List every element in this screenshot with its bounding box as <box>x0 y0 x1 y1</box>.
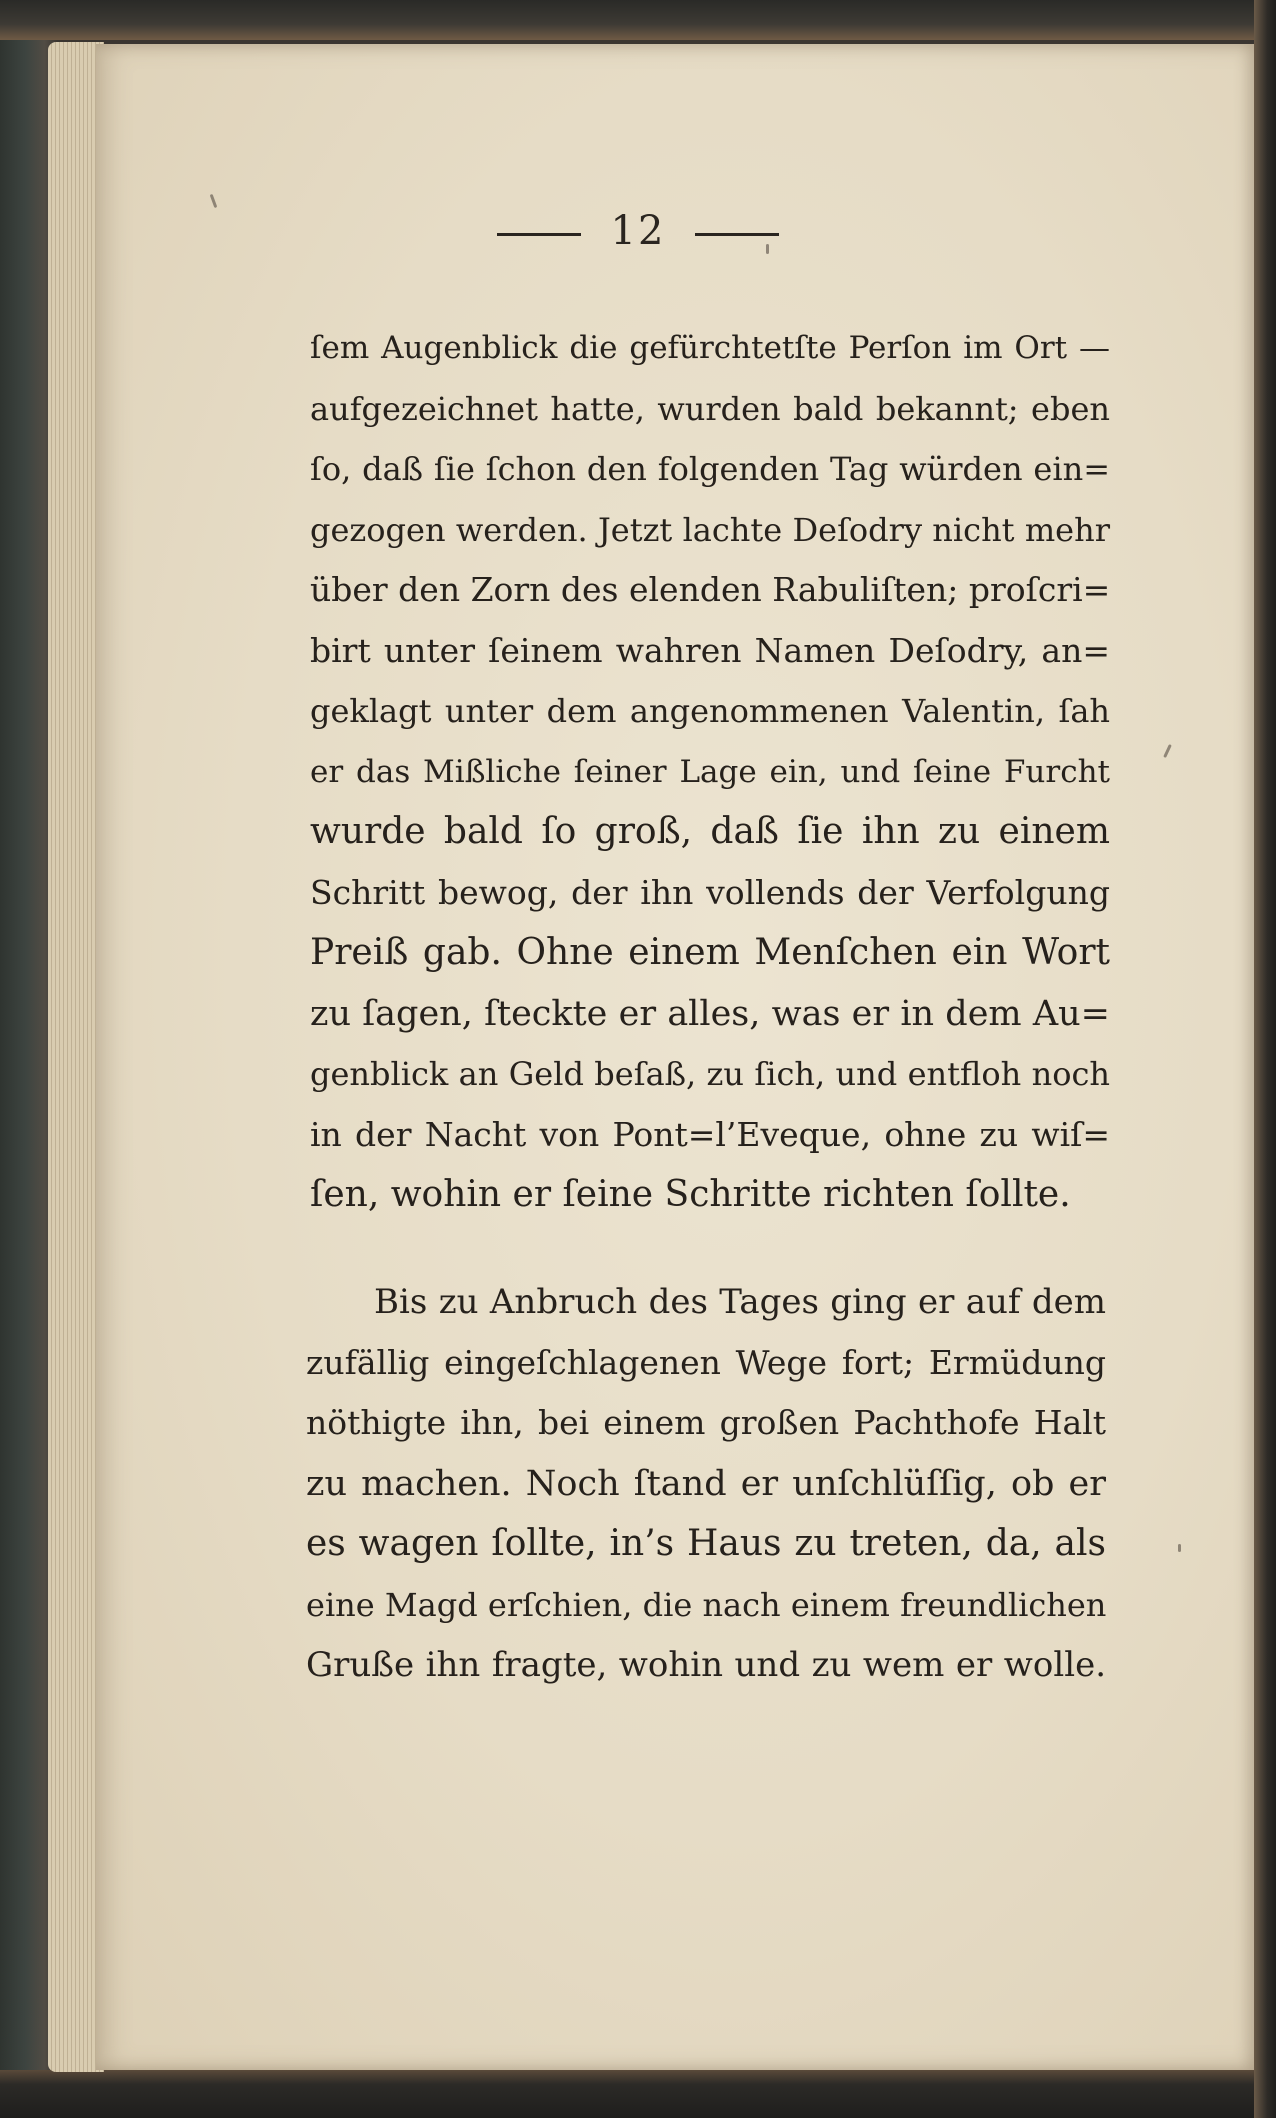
text-line: über den Zorn des elenden Rabuliſten; proſcri= <box>310 570 1111 609</box>
text-line: Preiß gab. Ohne einem Menſchen ein Wort <box>310 932 1110 973</box>
text-line: genblick an Geld beſaß, zu ſich, und entfloh noch <box>310 1055 1110 1093</box>
text-line: zufällig eingeſchlagenen Wege fort; Ermüdung <box>306 1342 1106 1382</box>
text-line: geklagt unter dem angenommenen Valentin, ſah <box>310 692 1110 730</box>
text-line: ſo, daß ſie ſchon den folgenden Tag würden ein= <box>310 450 1110 488</box>
text-line: es wagen ſollte, in’s Haus zu treten, da, als <box>306 1523 1106 1564</box>
page-number-dash-left <box>497 233 581 236</box>
paragraph-2 <box>306 1272 1106 1696</box>
text-line: wurde bald ſo groß, daß ſie ihn zu einem <box>310 811 1110 852</box>
text-line: Gruße ihn fragte, wohin und zu wem er wolle. <box>306 1645 1106 1685</box>
page-number-header <box>0 208 1276 254</box>
text-line: Bis zu Anbruch des Tages ging er auf dem <box>374 1282 1106 1322</box>
text-line: nöthigte ihn, bei einem großen Pachthofe Halt <box>306 1403 1106 1442</box>
text-line: aufgezeichnet hatte, wurden bald bekannt; eben <box>310 389 1110 428</box>
text-line: zu machen. Noch ſtand er unſchlüſſig, ob er <box>306 1463 1106 1504</box>
text-line: zu ſagen, ſteckte er alles, was er in dem Au= <box>310 993 1110 1034</box>
text-line: Schritt bewog, der ihn vollends der Verfolgung <box>310 872 1110 912</box>
text-line: ſem Augenblick die gefürchtetſte Perſon im Ort — <box>310 330 1110 366</box>
text-line: birt unter ſeinem wahren Namen Deſodry, an= <box>310 630 1110 670</box>
page-number-dash-right <box>695 233 779 236</box>
paper-speck <box>1163 744 1172 758</box>
cover-right-edge <box>1254 0 1276 2118</box>
text-line: er das Mißliche ſeiner Lage ein, und ſeine Furcht <box>310 753 1110 790</box>
text-line: ſen, wohin er ſeine Schritte richten ſollte. <box>310 1174 1071 1215</box>
paper-speck <box>1178 1544 1181 1552</box>
cover-bottom-edge <box>0 2070 1276 2118</box>
text-line: gezogen werden. Jetzt lachte Deſodry nicht mehr <box>310 510 1110 549</box>
text-line: in der Nacht von Pont=l’Eveque, ohne zu wiſ= <box>310 1114 1110 1154</box>
page-number: 12 <box>610 208 666 254</box>
paragraph-1 <box>310 318 1110 1226</box>
text-line: eine Magd erſchien, die nach einem freundlichen <box>306 1585 1107 1624</box>
paper-speck <box>210 194 218 208</box>
cover-top-edge <box>0 0 1276 40</box>
